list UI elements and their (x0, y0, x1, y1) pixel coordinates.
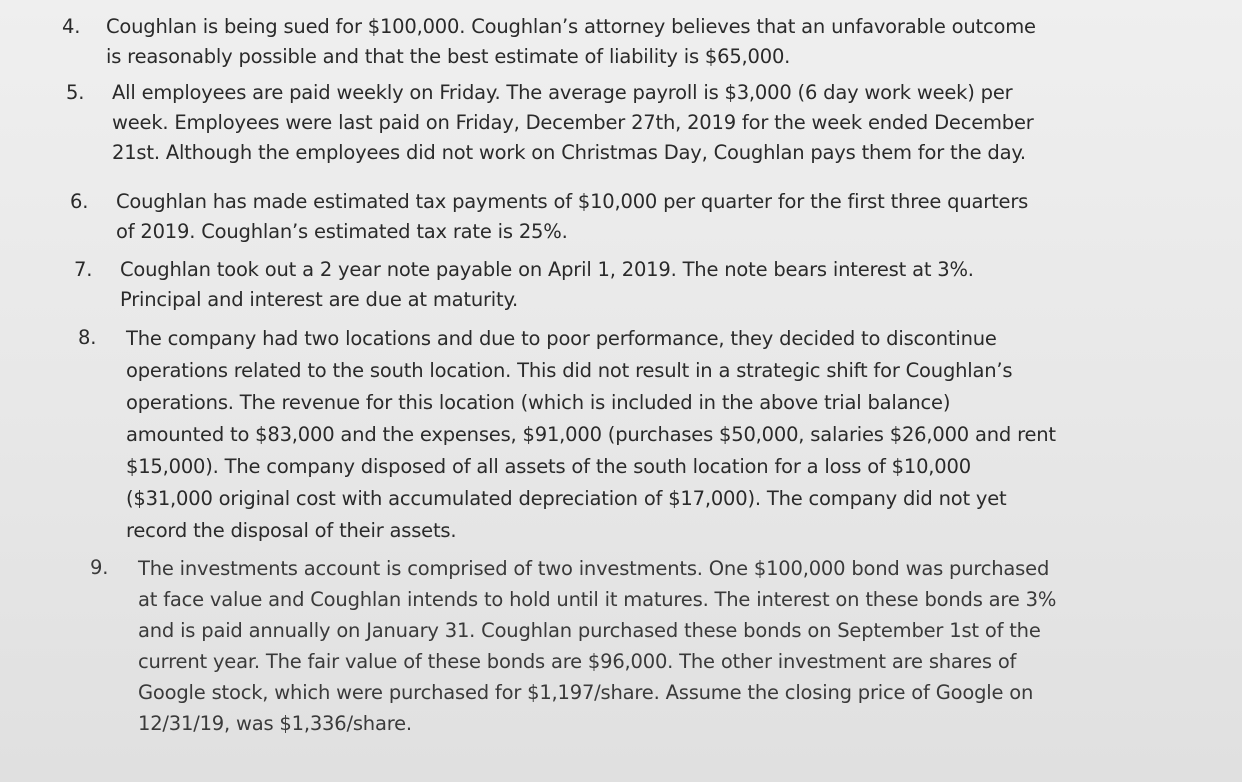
list-item-6 (70, 187, 1028, 247)
list-item-4 (62, 12, 1036, 72)
list-item-7 (74, 255, 974, 315)
item-number: 7. (74, 258, 93, 281)
text-line: 12/31/19, was $1,336/share. (138, 712, 412, 735)
text-line: amounted to $83,000 and the expenses, $91,000 (purchases $50,000, salaries $26,000 and rent (126, 423, 1056, 446)
text-line: Coughlan has made estimated tax payments of $10,000 per quarter for the first three quarters (116, 190, 1029, 213)
text-line: operations. The revenue for this location (which is included in the above trial balance) (126, 391, 951, 414)
item-number: 8. (78, 326, 97, 349)
text-line: ($31,000 original cost with accumulated depreciation of $17,000). The company did not yet (126, 487, 1007, 510)
text-line: current year. The fair value of these bonds are $96,000. The other investment are shares of (138, 650, 1017, 673)
text-line: operations related to the south location. This did not result in a strategic shift for Coughlan’s (126, 359, 1013, 382)
text-line: Google stock, which were purchased for $1,197/share. Assume the closing price of Google on (138, 681, 1034, 704)
text-line: Coughlan took out a 2 year note payable on April 1, 2019. The note bears interest at 3%. (120, 258, 974, 281)
item-number: 5. (66, 81, 85, 104)
text-line: The company had two locations and due to poor performance, they decided to discontinue (126, 327, 997, 350)
text-line: of 2019. Coughlan’s estimated tax rate is 25%. (116, 220, 568, 243)
text-line: and is paid annually on January 31. Coughlan purchased these bonds on September 1st of the (138, 619, 1041, 642)
list-item-5 (66, 78, 1034, 168)
text-line: at face value and Coughlan intends to hold until it matures. The interest on these bonds are 3% (138, 588, 1057, 611)
list-item-8 (78, 323, 1056, 547)
text-line: 21st. Although the employees did not work on Christmas Day, Coughlan pays them for the day. (112, 141, 1026, 164)
text-line: week. Employees were last paid on Friday, December 27th, 2019 for the week ended December (112, 111, 1034, 134)
text-line: record the disposal of their assets. (126, 519, 457, 542)
text-line: All employees are paid weekly on Friday. The average payroll is $3,000 (6 day work week) per (112, 81, 1013, 104)
text-line: The investments account is comprised of two investments. One $100,000 bond was purchased (138, 557, 1050, 580)
item-number: 4. (62, 15, 81, 38)
text-line: Principal and interest are due at maturity. (120, 288, 519, 311)
text-line: Coughlan is being sued for $100,000. Coughlan’s attorney believes that an unfavorable outcome (106, 15, 1036, 38)
item-number: 9. (90, 556, 109, 579)
item-number: 6. (70, 190, 89, 213)
list-item-9 (90, 553, 1056, 739)
text-line: is reasonably possible and that the best estimate of liability is $65,000. (106, 45, 791, 68)
text-line: $15,000). The company disposed of all assets of the south location for a loss of $10,000 (126, 455, 971, 478)
